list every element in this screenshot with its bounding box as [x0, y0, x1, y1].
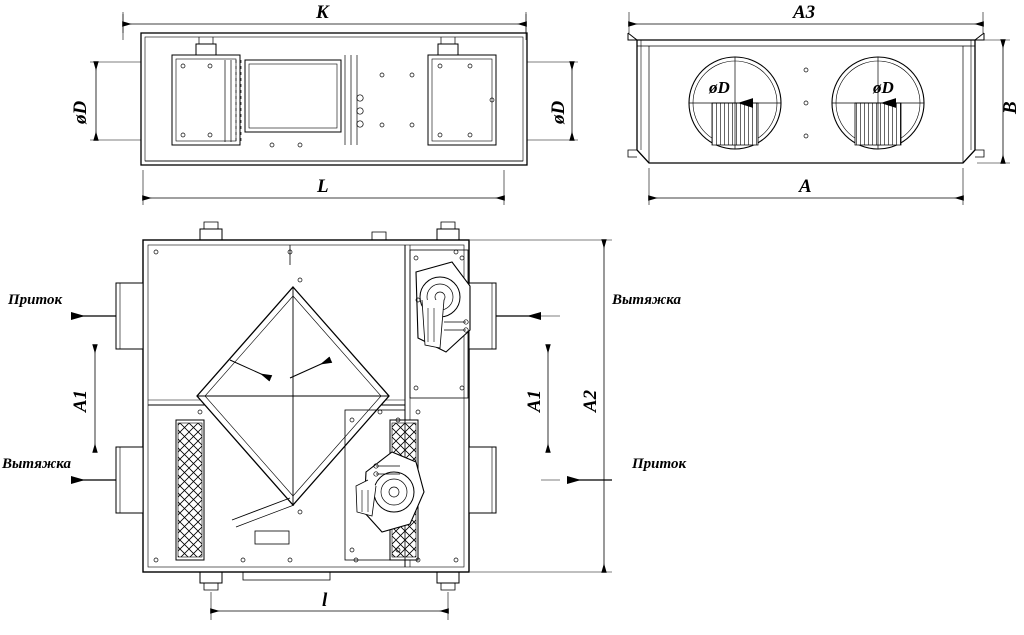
dim-label-D-right: øD — [548, 100, 569, 124]
dim-label-B: B — [1000, 101, 1021, 114]
flow-label-left-bottom: Вытяжка — [2, 456, 72, 472]
flow-label-left-top: Приток — [8, 292, 63, 308]
fan-label-left: øD — [709, 78, 730, 97]
fan-label-right: øD — [873, 78, 894, 97]
dim-label-A: A — [799, 176, 812, 197]
dim-l — [211, 592, 448, 620]
top-view-group — [141, 33, 527, 165]
dim-label-A3: A3 — [793, 2, 816, 23]
front-view-group — [116, 222, 496, 590]
dim-label-A1-left: A1 — [70, 389, 91, 412]
dim-label-D-left: øD — [70, 100, 91, 124]
flow-label-right-top: Вытяжка — [612, 292, 682, 308]
dim-label-A2: A2 — [580, 389, 601, 412]
dim-label-l: l — [322, 590, 328, 611]
dim-label-A1-right: A1 — [524, 389, 545, 412]
dim-label-K: K — [316, 2, 329, 23]
dim-A1-left — [88, 316, 116, 480]
flow-label-right-bottom: Приток — [632, 456, 687, 472]
side-view-group — [628, 33, 984, 163]
dim-label-L: L — [317, 176, 329, 197]
dim-D-left — [90, 62, 141, 140]
